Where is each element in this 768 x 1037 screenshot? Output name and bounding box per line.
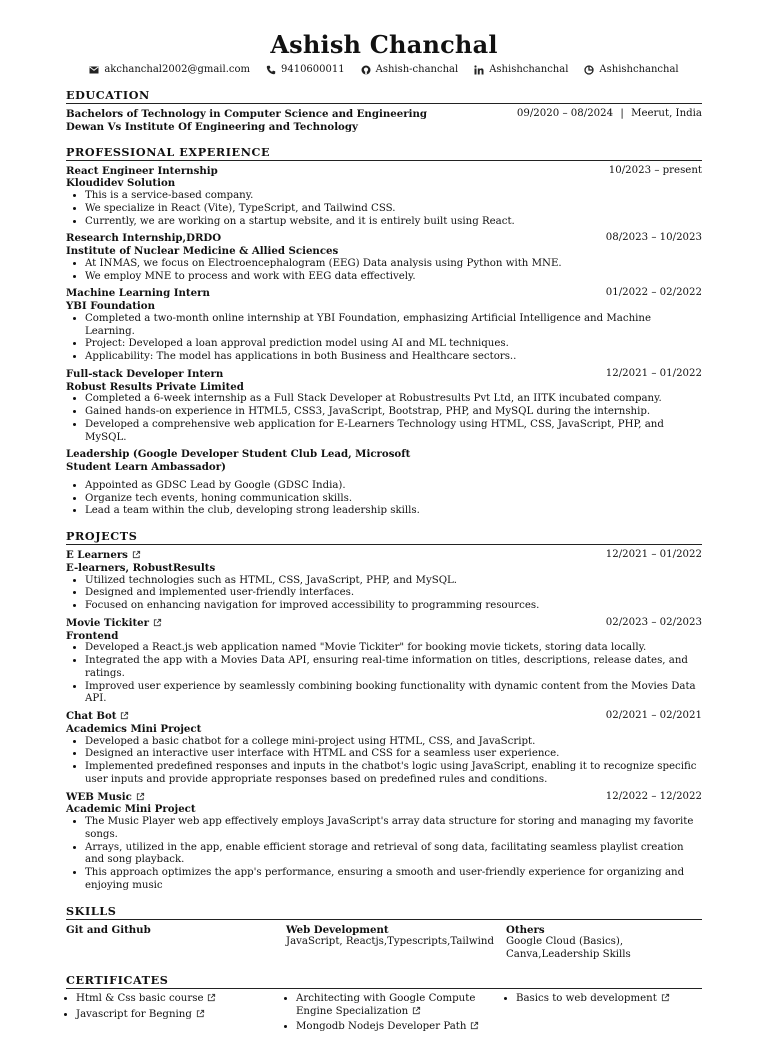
section-title: PROFESSIONAL EXPERIENCE bbox=[66, 145, 702, 161]
section-title: SKILLS bbox=[66, 904, 702, 920]
list-item: • At INMAS, we focus on Electroencephalogram (EEG) Data analysis using Python with MNE. bbox=[85, 258, 702, 271]
education-section bbox=[66, 88, 702, 134]
experience-entry bbox=[66, 232, 702, 283]
education-location: Meerut, India bbox=[631, 108, 702, 119]
project-entry bbox=[66, 617, 702, 706]
projects-section bbox=[66, 529, 702, 893]
entry-date: 12/2022 – 12/2022 bbox=[605, 790, 702, 802]
organization: Institute of Nuclear Medicine & Allied Sciences bbox=[66, 245, 339, 257]
entry-date: 08/2023 – 10/2023 bbox=[605, 232, 702, 244]
list-item: • Improved user experience by seamlessly combining booking functionality with dynamic content from the Movies Data API. bbox=[85, 681, 702, 707]
certificate-name: Html & Css basic course bbox=[76, 992, 204, 1004]
certificate-item[interactable] bbox=[76, 1009, 286, 1022]
contact-email-text: akchanchal2002@gmail.com bbox=[104, 64, 250, 75]
resume-page bbox=[66, 30, 702, 1037]
external-link-icon[interactable] bbox=[136, 792, 145, 801]
list-item: • Focused on enhancing navigation for improved accessibility to programming resources. bbox=[85, 600, 702, 613]
role-title: Full-stack Developer Intern bbox=[66, 367, 224, 380]
list-item: • Utilized technologies such as HTML, CSS, JavaScript, PHP, and MySQL. bbox=[85, 575, 702, 588]
project-subtitle: Academic Mini Project bbox=[66, 803, 196, 816]
project-name: Movie Tickiter bbox=[66, 616, 150, 629]
linkedin-icon bbox=[474, 65, 484, 75]
skill-group bbox=[506, 924, 702, 962]
role-title: Leadership (Google Developer Student Club Lead, Microsoft Student Learn Ambassador) bbox=[66, 448, 411, 473]
list-item: • Gained hands-on experience in HTML5, CSS3, JavaScript, Bootstrap, PHP, and MySQL during the internship. bbox=[85, 406, 702, 419]
list-item: • Organize tech events, honing communication skills. bbox=[85, 493, 702, 506]
external-link-icon[interactable] bbox=[661, 993, 670, 1002]
contact-bar bbox=[66, 63, 702, 77]
github-icon bbox=[361, 65, 371, 75]
list-item: • Project: Developed a loan approval prediction model using AI and ML techniques. bbox=[85, 338, 702, 351]
certificate-name: Architecting with Google Compute Engine Specialization bbox=[296, 992, 476, 1017]
project-name: WEB Music bbox=[66, 790, 132, 803]
external-link-icon[interactable] bbox=[153, 618, 162, 627]
external-link-icon[interactable] bbox=[412, 1006, 421, 1015]
entry-date: 10/2023 – present bbox=[608, 164, 702, 176]
list-item: • Lead a team within the club, developing strong leadership skills. bbox=[85, 505, 702, 518]
section-title: CERTIFICATES bbox=[66, 973, 702, 989]
contact-github[interactable] bbox=[361, 63, 459, 77]
organization: Robust Results Private Limited bbox=[66, 380, 244, 393]
list-item: • Completed a 6-week internship as a Full Stack Developer at Robustresults Pvt Ltd, an IITK incubated company. bbox=[85, 393, 702, 406]
external-link-icon[interactable] bbox=[120, 711, 129, 720]
project-entry bbox=[66, 791, 702, 893]
certificate-name: Basics to web development bbox=[516, 992, 657, 1004]
list-item: • Designed and implemented user-friendly interfaces. bbox=[85, 587, 702, 600]
project-subtitle: Frontend bbox=[66, 629, 119, 642]
organization: YBI Foundation bbox=[66, 300, 155, 312]
external-link-icon[interactable] bbox=[132, 550, 141, 559]
list-item: • Applicability: The model has applications in both Business and Healthcare sectors.. bbox=[85, 351, 702, 364]
certificates-section bbox=[66, 973, 702, 1037]
certificate-item[interactable] bbox=[76, 993, 286, 1006]
skill-heading: Git and Github bbox=[66, 923, 151, 936]
certificate-name: Javascript for Begning bbox=[76, 1008, 192, 1020]
skill-text: Google Cloud (Basics), Canva,Leadership Skills bbox=[506, 936, 631, 960]
contact-email[interactable] bbox=[89, 63, 250, 77]
organization: Kloudidev Solution bbox=[66, 177, 176, 190]
list-item: • Completed a two-month online internship at YBI Foundation, emphasizing Artificial Intelligence and Machine Learning. bbox=[85, 313, 702, 339]
school: Dewan Vs Institute Of Engineering and Technology bbox=[66, 120, 358, 133]
contact-phone-text: 9410600011 bbox=[280, 64, 345, 75]
skill-group bbox=[286, 924, 506, 962]
skill-text: JavaScript, Reactjs,Typescripts,Tailwind bbox=[286, 936, 494, 948]
globe-icon bbox=[584, 65, 594, 75]
contact-website-text: Ashishchanchal bbox=[599, 64, 679, 75]
list-item: • We employ MNE to process and work with EEG data effectively. bbox=[85, 271, 702, 284]
certificate-item[interactable] bbox=[296, 993, 486, 1019]
experience-entry bbox=[66, 165, 702, 229]
external-link-icon[interactable] bbox=[196, 1009, 205, 1018]
entry-date: 02/2021 – 02/2021 bbox=[605, 710, 702, 721]
list-item: • We specialize in React (Vite), TypeScript, and Tailwind CSS. bbox=[85, 203, 702, 216]
role-title: React Engineer Internship bbox=[66, 164, 218, 177]
contact-linkedin[interactable] bbox=[474, 63, 568, 77]
education-date: 09/2020 – 08/2024 bbox=[516, 108, 614, 119]
candidate-name: Ashish Chanchal bbox=[270, 30, 498, 59]
list-item: • This approach optimizes the app's performance, ensuring a smooth and user-friendly experience for organizing and enjoying music bbox=[85, 867, 702, 893]
certificate-item[interactable] bbox=[296, 1021, 506, 1034]
mail-icon bbox=[89, 65, 99, 75]
contact-phone[interactable] bbox=[266, 63, 345, 77]
certificate-item[interactable] bbox=[516, 993, 702, 1006]
experience-section bbox=[66, 145, 702, 519]
certificate-name: Mongodb Nodejs Developer Path bbox=[296, 1021, 467, 1033]
list-item: • Appointed as GDSC Lead by Google (GDSC India). bbox=[85, 480, 702, 493]
list-item: • This is a service-based company. bbox=[85, 190, 702, 203]
role-title: Machine Learning Intern bbox=[66, 287, 210, 300]
entry-date: 12/2021 – 01/2022 bbox=[605, 367, 702, 379]
list-item: • The Music Player web app effectively employs JavaScript's array data structure for storing and managing my favorite songs. bbox=[85, 816, 702, 842]
section-title: PROJECTS bbox=[66, 529, 702, 545]
section-title: EDUCATION bbox=[66, 88, 702, 104]
project-name: Chat Bot bbox=[66, 710, 117, 722]
list-item: • Arrays, utilized in the app, enable efficient storage and retrieval of song data, facilitating seamless playlist creation and song playback. bbox=[85, 842, 702, 868]
external-link-icon[interactable] bbox=[207, 993, 216, 1002]
list-item: • Currently, we are working on a startup website, and it is entirely built using React. bbox=[85, 216, 702, 229]
entry-date: 12/2021 – 01/2022 bbox=[605, 549, 702, 560]
contact-github-text: Ashish-chanchal bbox=[375, 64, 459, 75]
external-link-icon[interactable] bbox=[470, 1021, 479, 1030]
entry-date: 02/2023 – 02/2023 bbox=[605, 616, 702, 628]
list-item: • Developed a comprehensive web application for E-Learners Technology using HTML, CSS, JavaScript, PHP, and MySQL. bbox=[85, 419, 702, 445]
entry-date: 01/2022 – 02/2022 bbox=[605, 287, 702, 299]
role-title: Research Internship,DRDO bbox=[66, 232, 222, 245]
project-entry bbox=[66, 710, 702, 787]
list-item: • Developed a basic chatbot for a college mini-project using HTML, CSS, and JavaScript. bbox=[85, 736, 702, 749]
project-subtitle: E-learners, RobustResults bbox=[66, 561, 216, 574]
skills-section bbox=[66, 904, 702, 962]
list-item: • Integrated the app with a Movies Data API, ensuring real-time information on titles, descriptions, release dates, and ratings. bbox=[85, 655, 702, 681]
skill-group bbox=[66, 924, 286, 962]
project-subtitle: Academics Mini Project bbox=[66, 722, 202, 735]
list-item: • Designed an interactive user interface with HTML and CSS for a seamless user experience. bbox=[85, 748, 702, 761]
list-item: • Implemented predefined responses and inputs in the chatbot's logic using JavaScript, enabling it to recognize specific user inputs and provide appropriate responses based on predefined rules and conditions. bbox=[85, 761, 702, 787]
experience-entry bbox=[66, 448, 702, 518]
skill-heading: Others bbox=[506, 923, 545, 936]
project-name: E Learners bbox=[66, 549, 128, 561]
list-item: • Developed a React.js web application named "Movie Tickiter" for booking movie tickets, storing data locally. bbox=[85, 642, 702, 655]
experience-entry bbox=[66, 287, 702, 364]
contact-linkedin-text: Ashishchanchal bbox=[489, 64, 569, 75]
skill-heading: Web Development bbox=[286, 923, 389, 936]
phone-icon bbox=[266, 65, 276, 75]
contact-website[interactable] bbox=[584, 63, 678, 77]
project-entry bbox=[66, 549, 702, 613]
degree: Bachelors of Technology in Computer Science and Engineering bbox=[66, 108, 427, 120]
experience-entry bbox=[66, 368, 702, 445]
separator: | bbox=[620, 108, 624, 119]
